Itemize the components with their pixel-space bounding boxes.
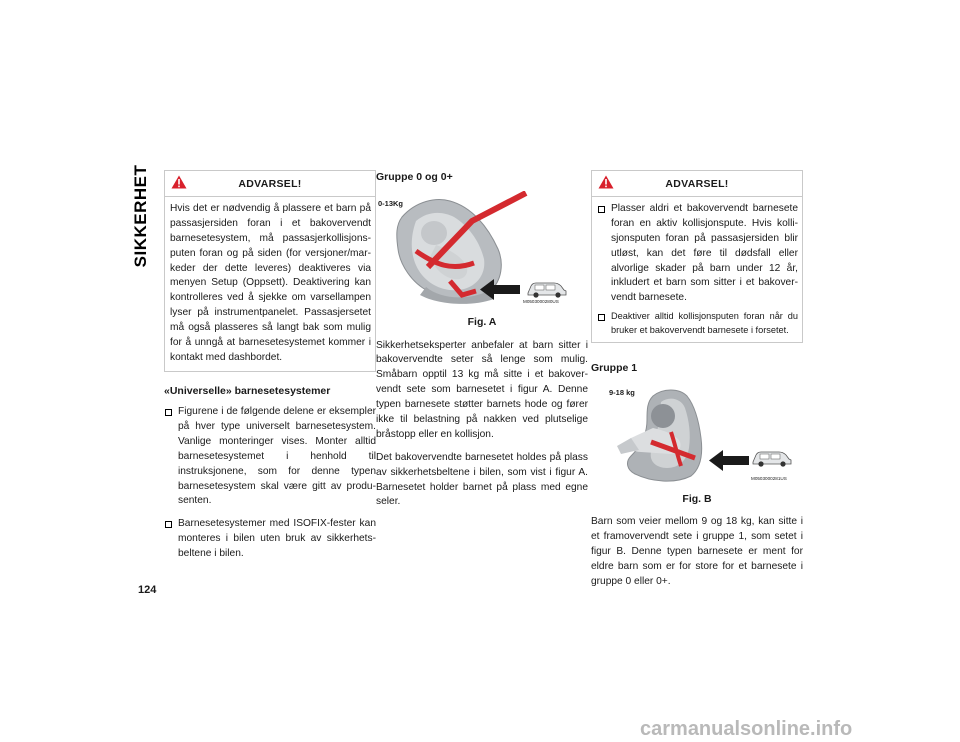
warning-text: Hvis det er nødvendig å plassere et barn på passasjersiden foran i et bakovervendt barnesetesystem, må passasjerkollisjonsputen foran og på siden (for versjoner/markeder der dette leveres) deaktiveres via menyen Setup (Oppsett). Deaktivering kan kontrolleres ved å sjekke om varsellampen lyser på instrumentpanelet. Passasjersetet må også plasseres så langt bak som mulig for å unngå at barnesetesystemet kommer i kontakt med dashbordet. (170, 203, 371, 363)
body-paragraph: Det bakovervendte barnesetet holdes på plass av sikkerhetsbeltene i bilen, som vist i figur A. Barnesetet holder barnet på plass med egne seler. (376, 451, 588, 508)
warning-header (165, 171, 375, 197)
section-tab-label: SIKKERHET (131, 164, 150, 268)
column-right (591, 170, 803, 598)
warning-triangle-icon (598, 175, 614, 189)
figure-code: M0503000280US (523, 299, 559, 305)
figure-code: M0503000281US (751, 476, 787, 482)
figure-weight-label: 9-18 kg (609, 388, 635, 398)
list-item: Plasser aldri et bakovervendt barnesete foran en aktiv kollisjonspute. Hvis kollisjonsputen foran på passasjersiden blir utløst, kan det føre til dødsfall eller alvorlige skader på barn under 12 år, inkludert et barn som sitter i et bakovervendt barnesete. (597, 202, 798, 306)
section-heading: «Universelle» barnesetesystemer (164, 384, 331, 397)
column-left (164, 170, 376, 570)
list-item: Barnesetesystemer med ISOFIX-fester kan monteres i bilen uten bruk av sikkerhetsbeltene i bilen. (164, 517, 376, 562)
warning-title: ADVARSEL! (238, 178, 302, 190)
list-item: Deaktiver alltid kollisjonsputen foran når du bruker et bakovervendt barnesete i forsetet. (597, 310, 798, 337)
figure-a (376, 191, 588, 313)
rear-facing-seat-illustration (376, 191, 588, 307)
body-paragraph: Sikkerhetseksperter anbefaler at barn sitter i bakovervendte seter så lenge som mulig. Småbarn opptil 13 kg må sitte i et bakovervendt sete som barnesetet i figur A. Denne typen barnesete støtter barnets hode og fører ikke til belastning på nakken ved plutselige bråstopp eller en kollisjon. (376, 339, 588, 440)
bullet-square-icon (165, 521, 172, 528)
figure-b (591, 382, 803, 490)
section-heading: Gruppe 1 (591, 361, 638, 374)
warning-box (164, 170, 376, 372)
section-heading: Gruppe 0 og 0+ (376, 171, 453, 183)
figure-caption: Fig. B (682, 493, 712, 506)
figure-caption: Fig. A (467, 316, 497, 329)
warning-title: ADVARSEL! (665, 178, 729, 190)
body-paragraph: Barn som veier mellom 9 og 18 kg, kan sitte i et framovervendt sete i gruppe 1, som setet i figur B. Denne typen barnesete er ment for eldre barn som er for store for et barnesete i gruppe 0 eller 0+. (591, 516, 803, 588)
warning-triangle-icon (171, 175, 187, 189)
warning-box (591, 170, 803, 343)
warning-bullet-list (597, 202, 798, 337)
warning-header (592, 171, 802, 197)
page-number: 124 (138, 584, 157, 596)
bullet-square-icon (598, 314, 605, 321)
bullet-square-icon (598, 206, 605, 213)
figure-weight-label: 0-13Kg (378, 199, 404, 209)
list-item: Figurene i de følgende delene er eksempler på hver type universelt barnesetesystem. Vanlige monteringer vises. Monter alltid barnesetesystemet i henhold til instruksjonene, som for denne typen barnesetesystem skal være gitt av produsenten. (164, 405, 376, 509)
bullet-list (164, 405, 376, 562)
section-tab (128, 164, 154, 268)
column-middle (376, 170, 588, 518)
bullet-square-icon (165, 409, 172, 416)
watermark: carmanualsonline.info (640, 718, 853, 740)
